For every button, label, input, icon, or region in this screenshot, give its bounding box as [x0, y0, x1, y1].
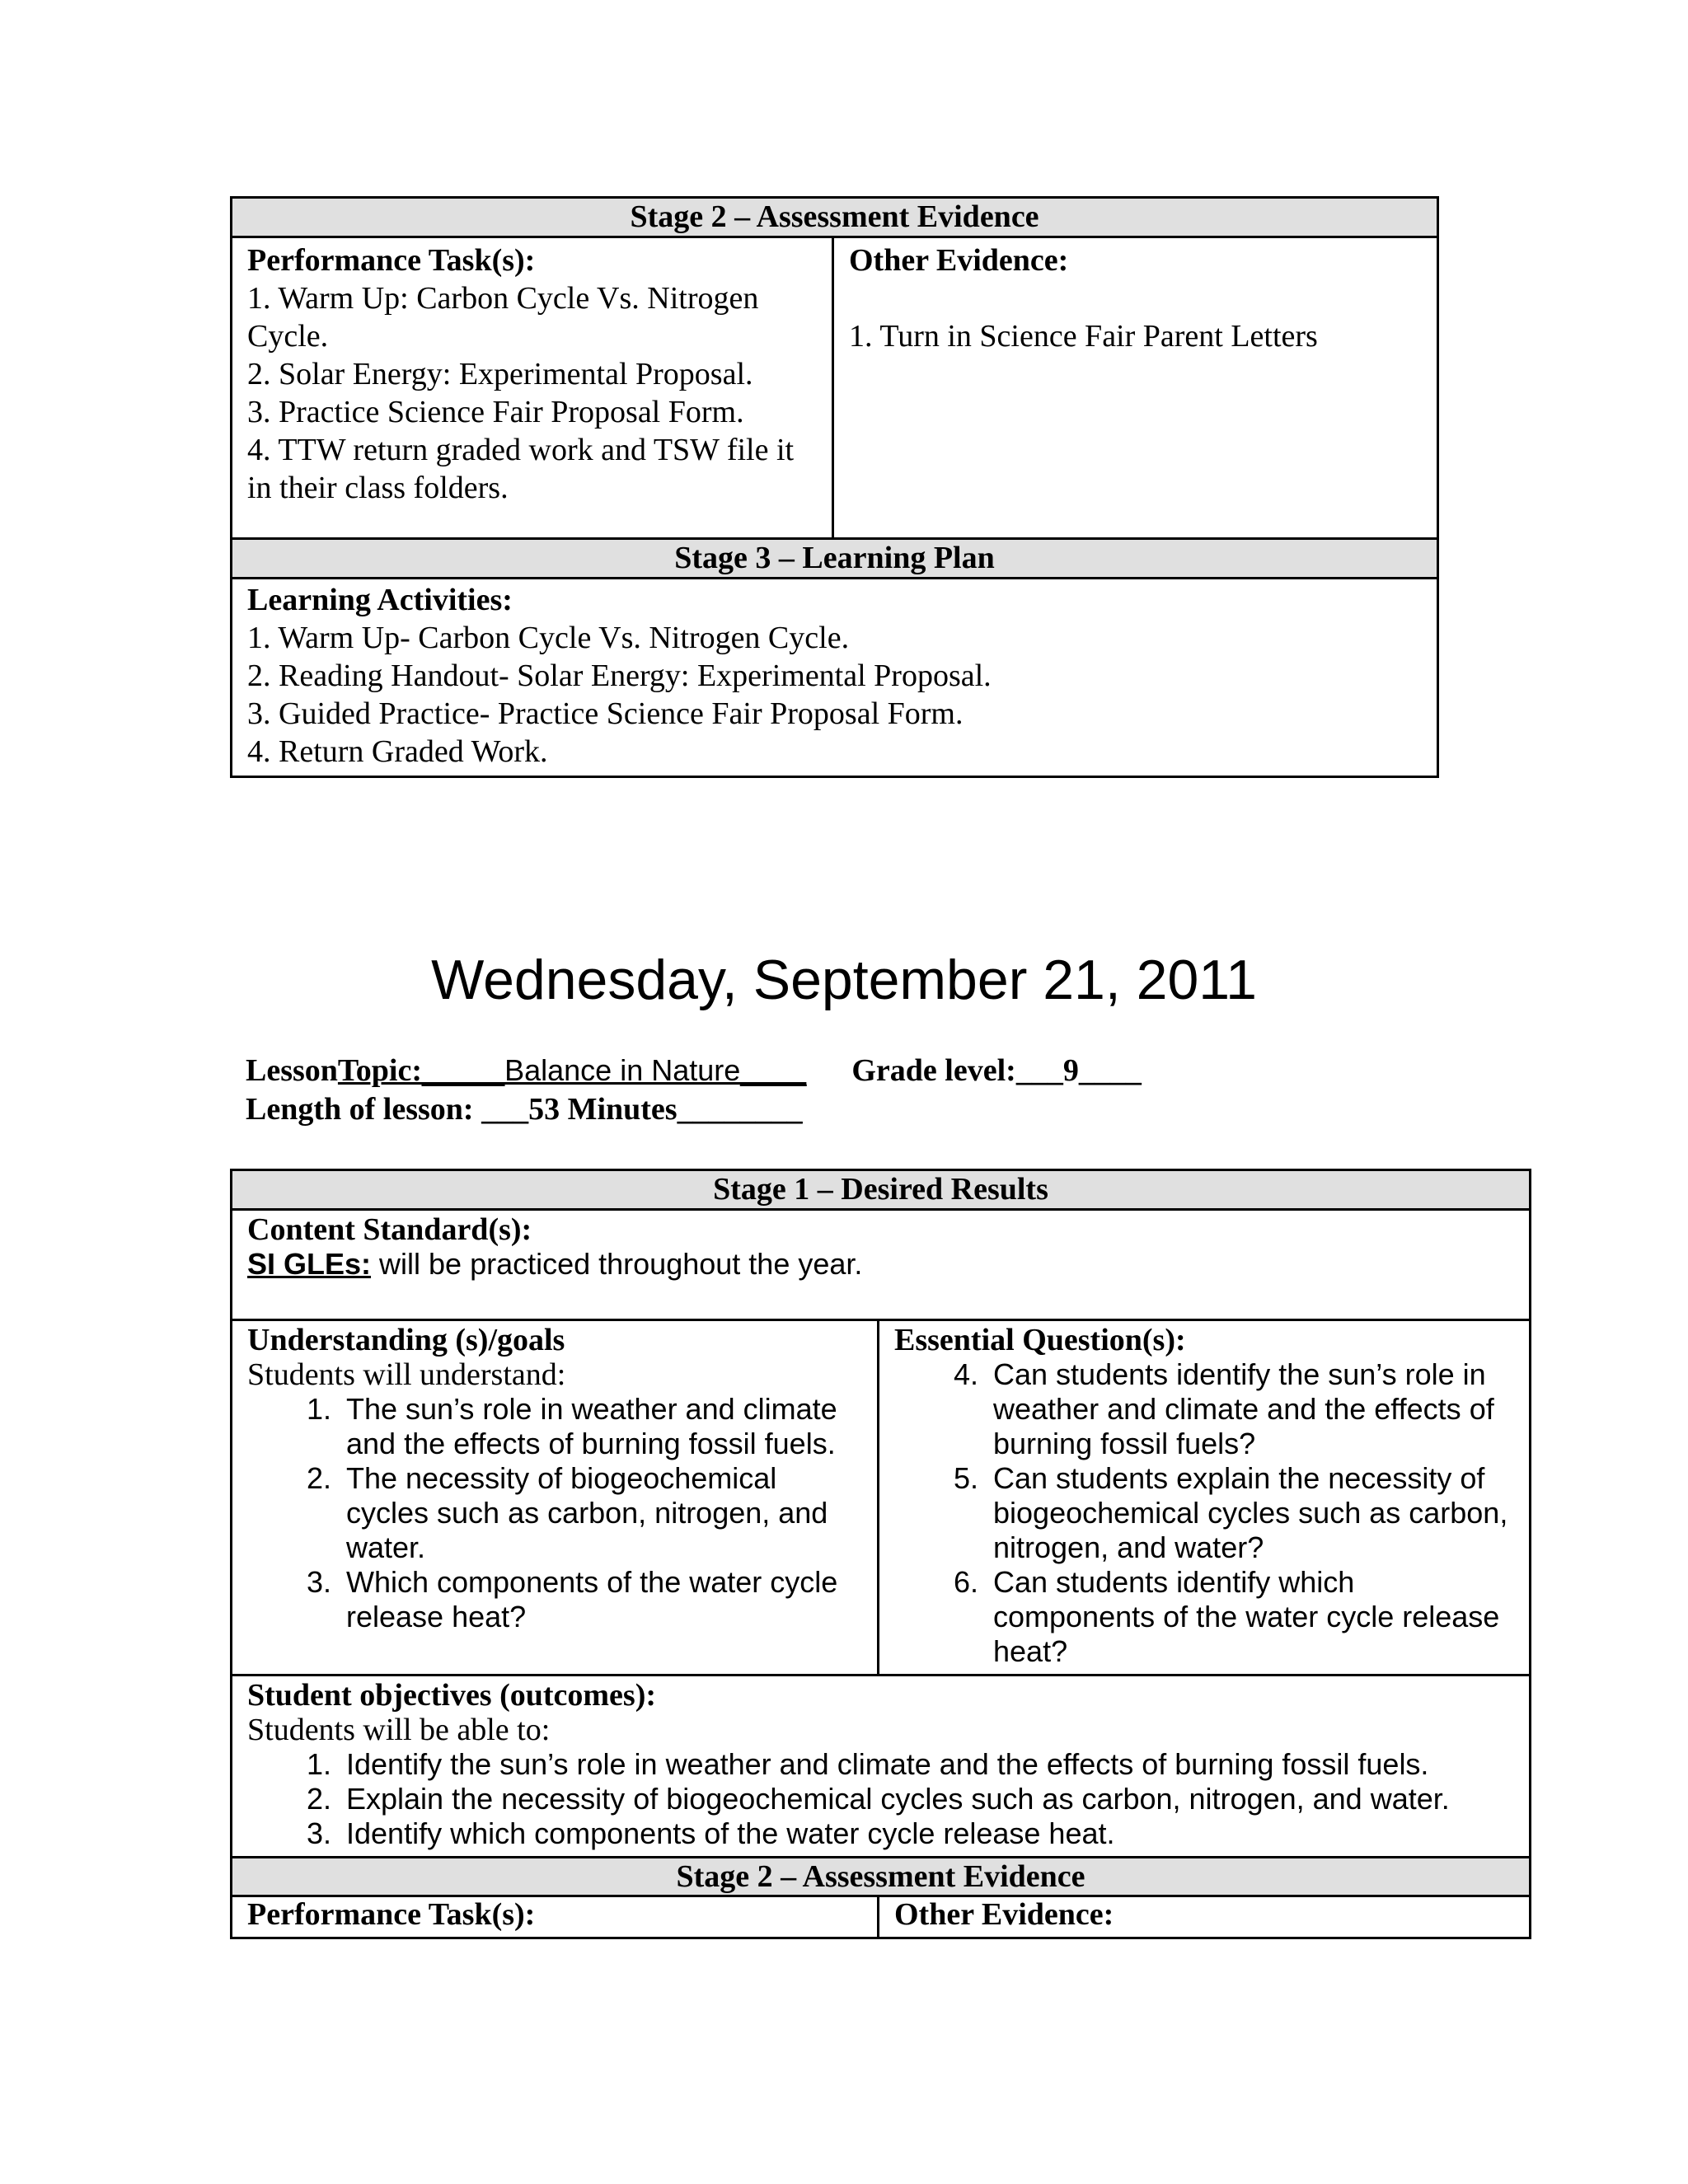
performance-item: 4. TTW return graded work and TSW file it in their class folders. [247, 433, 795, 505]
list-item [282, 1782, 1514, 1816]
list-item [929, 1461, 1514, 1565]
length-value: ___53 Minutes________ [481, 1092, 803, 1127]
grade-label: Grade level: [851, 1053, 1016, 1088]
item-text: Which components of the water cycle release heat? [346, 1565, 838, 1633]
learning-activities-title: Learning Activities: [247, 583, 513, 617]
topic-value: _____Balance in Nature____ [422, 1053, 807, 1087]
learning-item: 4. Return Graded Work. [247, 734, 548, 769]
list-item [282, 1816, 1514, 1851]
list-item [282, 1461, 862, 1565]
objectives-intro: Students will be able to: [247, 1713, 551, 1747]
performance-tasks-title: Performance Task(s): [247, 243, 536, 278]
other-evidence-title: Other Evidence: [849, 243, 1069, 278]
lesson-label: Lesson [246, 1053, 338, 1088]
item-number: 1. [306, 1392, 331, 1426]
item-number: 3. [306, 1816, 331, 1850]
stage2-header-bottom: Stage 2 – Assessment Evidence [232, 1858, 1531, 1896]
item-number: 6. [953, 1565, 978, 1599]
list-item [282, 1392, 862, 1461]
objectives-list [247, 1747, 1514, 1851]
content-standards-title: Content Standard(s): [247, 1212, 532, 1247]
item-number: 5. [953, 1461, 978, 1495]
item-text: Can students identify which components of the water cycle release heat? [993, 1565, 1500, 1668]
item-number: 4. [953, 1357, 978, 1391]
item-text: Can students identify the sun’s role in weather and climate and the effects of burning fossil fuels? [993, 1357, 1494, 1460]
topic-label: Topic: [337, 1053, 422, 1088]
essential-list [894, 1357, 1514, 1669]
stage2-header: Stage 2 – Assessment Evidence [232, 198, 1438, 237]
si-gles-text: will be practiced throughout the year. [371, 1247, 863, 1281]
performance-tasks-title-bottom: Performance Task(s): [232, 1896, 879, 1938]
assessment-learning-table [230, 196, 1439, 778]
performance-tasks-cell [232, 237, 833, 539]
other-evidence-cell [833, 237, 1438, 539]
item-text: Identify which components of the water cycle release heat. [346, 1816, 1115, 1850]
list-item [929, 1357, 1514, 1461]
list-item [929, 1565, 1514, 1669]
understanding-cell [232, 1320, 879, 1675]
item-number: 3. [306, 1565, 331, 1599]
stage1-header: Stage 1 – Desired Results [232, 1170, 1531, 1210]
content-standards-cell [232, 1210, 1531, 1320]
lesson-topic-line [246, 1052, 1142, 1089]
performance-item: 3. Practice Science Fair Proposal Form. [247, 395, 744, 429]
understanding-title: Understanding (s)/goals [247, 1323, 565, 1357]
item-number: 2. [306, 1782, 331, 1816]
objectives-cell [232, 1675, 1531, 1858]
learning-item: 3. Guided Practice- Practice Science Fair Proposal Form. [247, 696, 964, 731]
item-text: Identify the sun’s role in weather and climate and the effects of burning fossil fuels. [346, 1747, 1429, 1781]
item-text: Can students explain the necessity of biogeochemical cycles such as carbon, nitrogen, and water? [993, 1461, 1508, 1564]
essential-questions-title: Essential Question(s): [894, 1323, 1186, 1357]
other-evidence-item: 1. Turn in Science Fair Parent Letters [849, 319, 1318, 354]
date-title: Wednesday, September 21, 2011 [431, 949, 1257, 1011]
learning-item: 2. Reading Handout- Solar Energy: Experimental Proposal. [247, 658, 992, 693]
understanding-intro: Students will understand: [247, 1357, 566, 1392]
learning-activities-cell [232, 579, 1438, 777]
essential-questions-cell [879, 1320, 1531, 1675]
stage3-header: Stage 3 – Learning Plan [232, 539, 1438, 579]
performance-item: 2. Solar Energy: Experimental Proposal. [247, 357, 753, 391]
learning-item: 1. Warm Up- Carbon Cycle Vs. Nitrogen Cycle. [247, 621, 850, 655]
other-evidence-title-bottom: Other Evidence: [879, 1896, 1531, 1938]
desired-results-table [230, 1169, 1531, 1939]
objectives-title: Student objectives (outcomes): [247, 1678, 657, 1713]
si-gles-line [247, 1247, 1514, 1282]
performance-item: 1. Warm Up: Carbon Cycle Vs. Nitrogen Cycle. [247, 281, 759, 354]
item-text: Explain the necessity of biogeochemical cycles such as carbon, nitrogen, and water. [346, 1782, 1450, 1816]
item-text: The necessity of biogeochemical cycles such as carbon, nitrogen, and water. [346, 1461, 828, 1564]
grade-value: ___9____ [1015, 1053, 1142, 1088]
item-number: 2. [306, 1461, 331, 1495]
item-number: 1. [306, 1747, 331, 1781]
length-label: Length of lesson: [246, 1092, 474, 1127]
understanding-list [247, 1392, 862, 1634]
list-item [282, 1747, 1514, 1782]
item-text: The sun’s role in weather and climate and the effects of burning fossil fuels. [346, 1392, 837, 1460]
list-item [282, 1565, 862, 1634]
si-gles-label: SI GLEs: [247, 1247, 372, 1281]
lesson-length-line [246, 1091, 803, 1127]
